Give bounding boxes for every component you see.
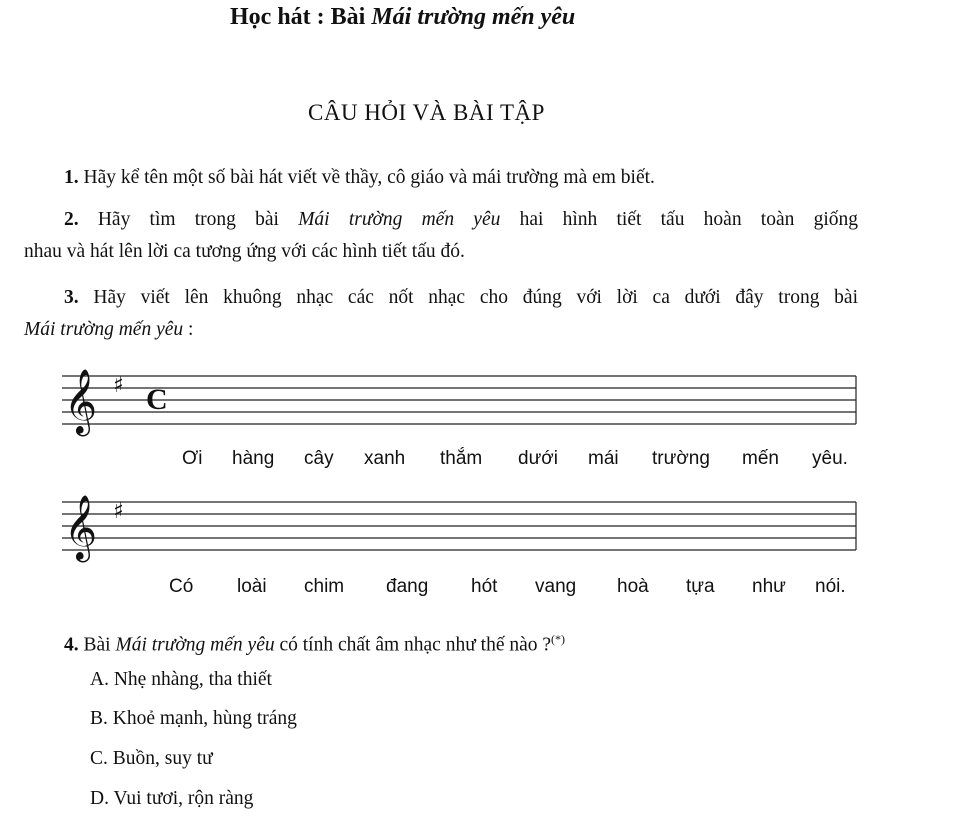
svg-text:𝄞: 𝄞: [64, 495, 98, 560]
page-heading: [230, 4, 575, 31]
lyric-word: mái: [588, 448, 619, 469]
time-signature: C: [146, 383, 168, 416]
lyric-word: xanh: [364, 448, 406, 469]
music-staff-1: [0, 362, 961, 442]
option-d: D. Vui tươi, rộn ràng: [90, 788, 254, 809]
music-staff-2: [0, 490, 961, 570]
question-3-colon: :: [188, 319, 194, 340]
question-2-song-title: Mái trường mến yêu: [298, 209, 501, 230]
lyric-word: hót: [471, 576, 498, 597]
sharp-key-signature-icon: [113, 373, 124, 398]
question-4-text-before: Bài: [83, 634, 111, 656]
question-3-line-2: [24, 314, 193, 346]
heading-prefix: Học hát : Bài: [230, 4, 366, 30]
lyric-word: yêu.: [812, 448, 848, 469]
lyric-word: nói.: [815, 576, 846, 597]
svg-text:♯: ♯: [113, 373, 124, 398]
svg-text:♯: ♯: [113, 499, 124, 524]
question-3-song-title: Mái trường mến yêu: [24, 319, 184, 340]
lyric-word: tựa: [686, 576, 715, 597]
lyric-word: Có: [169, 576, 194, 597]
lyric-word: vang: [535, 576, 577, 597]
option-c: C. Buồn, suy tư: [90, 748, 213, 769]
lyric-word: đang: [386, 576, 429, 597]
svg-text:𝄞: 𝄞: [64, 369, 98, 434]
treble-clef-icon: [64, 369, 97, 436]
question-1-text: Hãy kể tên một số bài hát viết về thầy, cô giáo và mái trường mà em biết.: [83, 167, 655, 188]
lyric-word: hàng: [232, 448, 275, 469]
question-2-text-after: hai hình tiết tấu hoàn toàn giống: [519, 209, 858, 230]
section-title: CÂU HỎI VÀ BÀI TẬP: [308, 100, 545, 125]
lyric-word: loài: [237, 576, 267, 597]
option-a: A. Nhẹ nhàng, tha thiết: [90, 669, 272, 690]
question-3-number: 3.: [64, 287, 79, 308]
lyric-word: cây: [304, 448, 334, 469]
lyric-word: trường: [652, 448, 710, 469]
question-4-song-title: Mái trường mến yêu: [115, 634, 275, 656]
question-3-line-1: [64, 282, 858, 314]
lyric-word: mến: [742, 448, 779, 469]
treble-clef-icon: [64, 495, 97, 562]
question-2-line-1: [64, 204, 858, 236]
lyric-word: Ơi: [182, 448, 203, 469]
question-4-footnote-mark: (*): [551, 632, 566, 646]
option-b: B. Khoẻ mạnh, hùng tráng: [90, 708, 297, 729]
lyric-word: chim: [304, 576, 345, 597]
question-2-text-before: Hãy tìm trong bài: [97, 209, 279, 230]
question-2-line-2: nhau và hát lên lời ca tương ứng với các hình tiết tấu đó.: [24, 241, 465, 262]
heading-song-title: Mái trường mến yêu: [371, 4, 576, 30]
lyric-word: như: [752, 576, 786, 597]
lyric-word: hoà: [617, 576, 649, 597]
question-2-number: 2.: [64, 209, 79, 230]
question-4: [64, 623, 565, 662]
question-4-text-after: có tính chất âm nhạc như thế nào ?: [279, 634, 552, 656]
question-1: [64, 162, 655, 194]
question-1-number: 1.: [64, 167, 79, 188]
sharp-key-signature-icon: [113, 499, 124, 524]
lyric-word: thắm: [440, 448, 483, 469]
question-3-text: Hãy viết lên khuông nhạc các nốt nhạc cho đúng với lời ca dưới đây trong bài: [93, 287, 859, 308]
question-4-number: 4.: [64, 634, 79, 656]
lyric-word: dưới: [518, 448, 558, 469]
